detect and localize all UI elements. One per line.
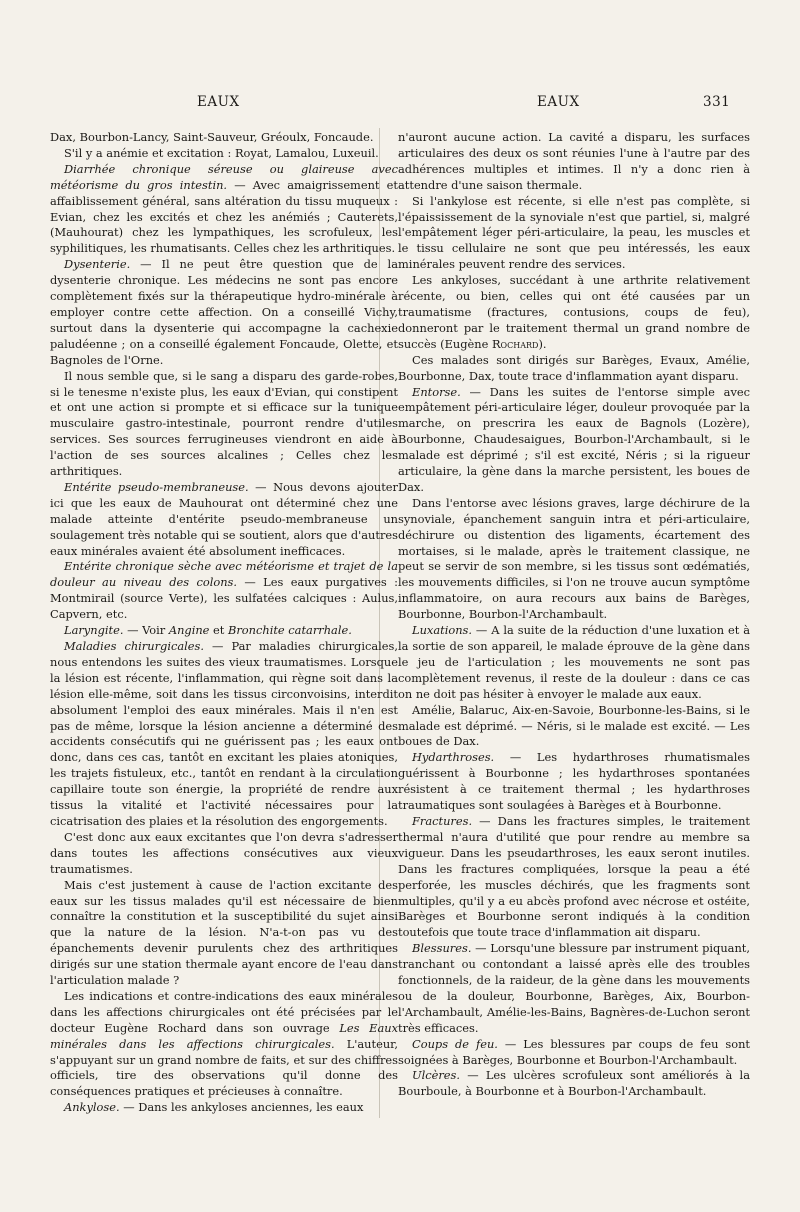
paragraph [50,989,398,1100]
paragraph-text: et [209,623,228,638]
section-heading: Hydarthroses. [412,750,495,765]
paragraph-text: — A la suite de la réduction d'une luxation et à la sortie de son appareil, le malade éprouve de la gène dans le jeu de l'articulation ; les mouvements ne sont pas complètement revenus, il reste de la douleur : dans ce cas on ne doit pas hésiter à envoyer le malade aux eaux. [398,623,750,701]
paragraph-text: — Nous devons ajouter ici que les eaux de Mauhourat ont déterminé chez une malade atteinte d'entérite pseudo-membraneuse un soulagement très notable qui se soutient, alors que d'autres eaux minérales avaient été absolument inefficaces. [50,479,398,558]
paragraph-text: — Par maladies chirurgicales, nous entendons les suites des vieux traumatismes. Lorsque la lésion est récente, l'inflammation, qui règne soit dans la lésion elle-même, soit dans les tissus circonvoisins, interdit absolument l'emploi des eaux minérales. Mais il n'en est pas de même, lorsque la lésion ancienne a déterminé des accidents consécutifs qui ne guérissent pas ; les eaux ont donc, dans ces cas, tantôt en excitant les plaies atoniques, les trajets fistuleux, etc., tantôt en rendant à la circulation capillaire toute son énergie, la propriété de rendre aux tissus la vitalité et l'activité nécessaires pour la cicatrisation des plaies et la résolution des engorgements. [50,639,398,828]
running-head-right: EAUX [537,94,580,110]
page-number: 331 [703,94,731,110]
running-header [0,94,800,114]
right-column [398,130,750,1100]
section-heading: Ankylose. [64,1100,120,1115]
paragraph-text: — Dans les suites de l'entorse simple avec empâtement péri-articulaire léger, douleur provoquée par la marche, on prescrira les eaux de Bagnols (Lozère), Bourbonne, Chaudesaigues, Bourbon-l'Archambault, si le malade est déprimé ; s'il est excité, Néris ; si la rigueur articulaire, la gène dans la marche persistent, les boues de Dax. [398,384,750,494]
paragraph: Dans l'entorse avec lésions graves, large déchirure de la synoviale, épanchement sanguin intra et péri-articulaire, déchirure ou distention des ligaments, écartement des mortaises, si le malade, après le traitement classique, ne peut se servir de son membre, si les tissus sont œdématiés, les mouvements difficiles, si l'on ne trouve aucun symptôme inflammatoire, on aura recours aux bains de Barèges, Bourbonne, Bourbon-l'Archambault. [398,495,750,622]
paragraph [50,639,398,830]
section-heading: Ulcères. [412,1068,461,1083]
section-heading: Entérite chronique sèche avec météorisme et trajet de la douleur au niveau des colons. [50,559,398,590]
paragraph: S'il y a anémie et excitation : Royat, Lamalou, Luxeuil. [64,145,379,160]
paragraph-text: ). [538,336,547,351]
paragraph [398,273,750,353]
section-heading: Entérite pseudo-membraneuse. [64,479,249,494]
paragraph [50,257,398,368]
paragraph: n'auront aucune action. La cavité a disparu, les surfaces articulaires des deux os sont réunies l'une à l'autre par des adhérences multiples et intimes. Il n'y a donc rien à attendre d'une saison thermale. [398,130,750,192]
paragraph-text: L'auteur, s'appuyant sur un grand nombre de faits, et sur des chiffres officiels, tire des observations qu'il donne des conséquences pratiques et précieuses à connaître. [50,1036,398,1099]
paragraph [398,385,750,496]
paragraph [50,162,398,257]
paragraph [398,750,750,814]
paragraph-text: — Avec amaigrissement et affaiblissement général, sans altération du tissu muqueux : Evian, chez les excités et chez les anémiés ; Cauterets, (Mauhourat) chez les lympathiques, les scrofuleux, les syphilitiques, les rhumatisants. Celles chez les arthritiques. [50,177,398,256]
paragraph: C'est donc aux eaux excitantes que l'on devra s'adresser dans toutes les affections consécutives aux vieux traumatismes. [50,829,398,876]
paragraph: Dax, Bourbon-Lancy, Saint-Sauveur, Gréoulx, Foncaude. [50,130,374,144]
cross-reference: Angine [168,623,210,638]
cross-reference: Bronchite catarrhale. [227,623,352,638]
paragraph-text: — Il ne peut être question que de la dysenterie chronique. Les médecins ne sont pas encore complètement fixés sur la thérapeutique hydro-minérale à employer contre cette affection. On a conseillé Vichy, surtout dans la dysenterie qui accompagne la cachexie paludéenne ; on a conseillé également Foncaude, Olette, et Bagnoles de l'Orne. [50,257,398,367]
paragraph-text: — Dans les ankyloses anciennes, les eaux [119,1100,364,1115]
paragraph-text: Les ankyloses, succédant à une arthrite relativement récente, ou bien, celles qui ont été causées par un traumatisme (fractures, contusions, coups de feu), donneront par le traitement thermal un grand nombre de succès (Eugène [398,273,750,351]
paragraph: Amélie, Balaruc, Aix-en-Savoie, Bourbonne-les-Bains, si le malade est déprimé. — Néris, si le malade est excité. — Les boues de Dax. [398,702,750,749]
paragraph [398,1068,750,1100]
paragraph [50,480,398,560]
section-heading: Luxations. [412,623,472,638]
paragraph-text: — Les eaux purgatives : Montmirail (source Verte), les sulfatées calciques : Aulus, Capvern, etc. [50,575,398,622]
section-heading: Entorse. [412,384,461,399]
paragraph-text: — Lorsqu'une blessure par instrument piquant, tranchant ou contondant a laissé après elle des troubles fonctionnels, de la raideur, de la gène dans les mouvements ou de la douleur, Bourbonne, Barèges, Aix, Bourbon-l'Archambault, Amélie-les-Bains, Bagnères-de-Luchon seront très efficaces. [398,941,750,1035]
paragraph-text: — Les ulcères scrofuleux sont améliorés à la Bourboule, à Bourbonne et à Bourbon-l'Archambault. [398,1068,750,1099]
paragraph [50,1100,398,1116]
paragraph: Ces malades sont dirigés sur Barèges, Evaux, Amélie, Bourbonne, Dax, toute trace d'inflammation ayant disparu. [398,352,750,383]
paragraph: Mais c'est justement à cause de l'action excitante des eaux sur les tissus malades qu'il est nécessaire de bien connaître la constitution et la susceptibilité du sujet ainsi que la nature de la lésion. N'a-t-on pas vu des épanchements devenir purulents chez des arthritiques dirigés sur une station thermale ayant encore de l'eau dans l'articulation malade ? [50,877,398,988]
left-column [50,130,398,1116]
paragraph: Il nous semble que, si le sang a disparu des garde-robes, si le tenesme n'existe plus, les eaux d'Evian, qui constipent et ont une action si prompte et si efficace sur la tunique musculaire gastro-intestinale, pourront rendre d'utiles services. Ses sources ferrugineuses viendront en aide à l'action de ses sources alcalines ; Celles chez les arthritiques. [50,368,398,479]
section-heading: Laryngite. [64,623,124,638]
paragraph-text: Les indications et contre-indications des eaux minérales dans les affections chirurgicales ont été précisées par le docteur Eugène Rochard dans son ouvrage [50,988,398,1035]
section-heading: Blessures. [412,941,472,956]
section-heading: Fractures. [412,813,473,828]
paragraph [398,623,750,703]
paragraph-text: — Voir [123,623,169,638]
paragraph [398,814,750,941]
paragraph-text: — Les blessures par coups de feu sont soignées à Barèges, Bourbonne et Bourbon-l'Archambault. [398,1036,751,1067]
paragraph-text: — Dans les fractures simples, le traitement thermal n'aura d'utilité que pour rendre au membre sa vigueur. Dans les pseudarthroses, les eaux seront inutiles. Dans les fractures compliquées, lorsque la peau a été perforée, les muscles déchirés, que les fragments sont multiples, qu'il y a eu abcès profond avec nécrose et ostéite, Barèges et Bourbonne seront indiqués à la condition toutefois que toute trace d'inflammation ait disparu. [398,813,750,940]
paragraph [398,941,750,1036]
section-heading: Diarrhée chronique séreuse ou glaireuse avec météorisme du gros intestin. [50,161,398,192]
paragraph-text: — Les hydarthroses rhumatismales guérissent à Bourbonne ; les hydarthroses spontanées résistent à ce traitement thermal ; les hydarthroses traumatiques sont soulagées à Barèges et à Bourbonne. [398,750,750,813]
section-heading: Maladies chirurgicales. [64,639,204,653]
book-title: Les Eaux minérales dans les affections chirurgicales. [50,1020,399,1051]
author-name: Rochard [491,336,539,351]
section-heading: Dysenterie. [64,257,131,272]
running-head-left: EAUX [197,94,240,110]
paragraph [50,559,398,623]
paragraph [50,623,398,639]
paragraph: Si l'ankylose est récente, si elle n'est pas complète, si l'épaississement de la synoviale n'est que partiel, si, malgré l'empâtement léger péri-articulaire, la peau, les muscles et le tissu cellulaire ne sont que peu intéressés, les eaux minérales peuvent rendre des services. [398,193,750,272]
section-heading: Coups de feu. [412,1036,498,1051]
paragraph [398,1037,750,1069]
